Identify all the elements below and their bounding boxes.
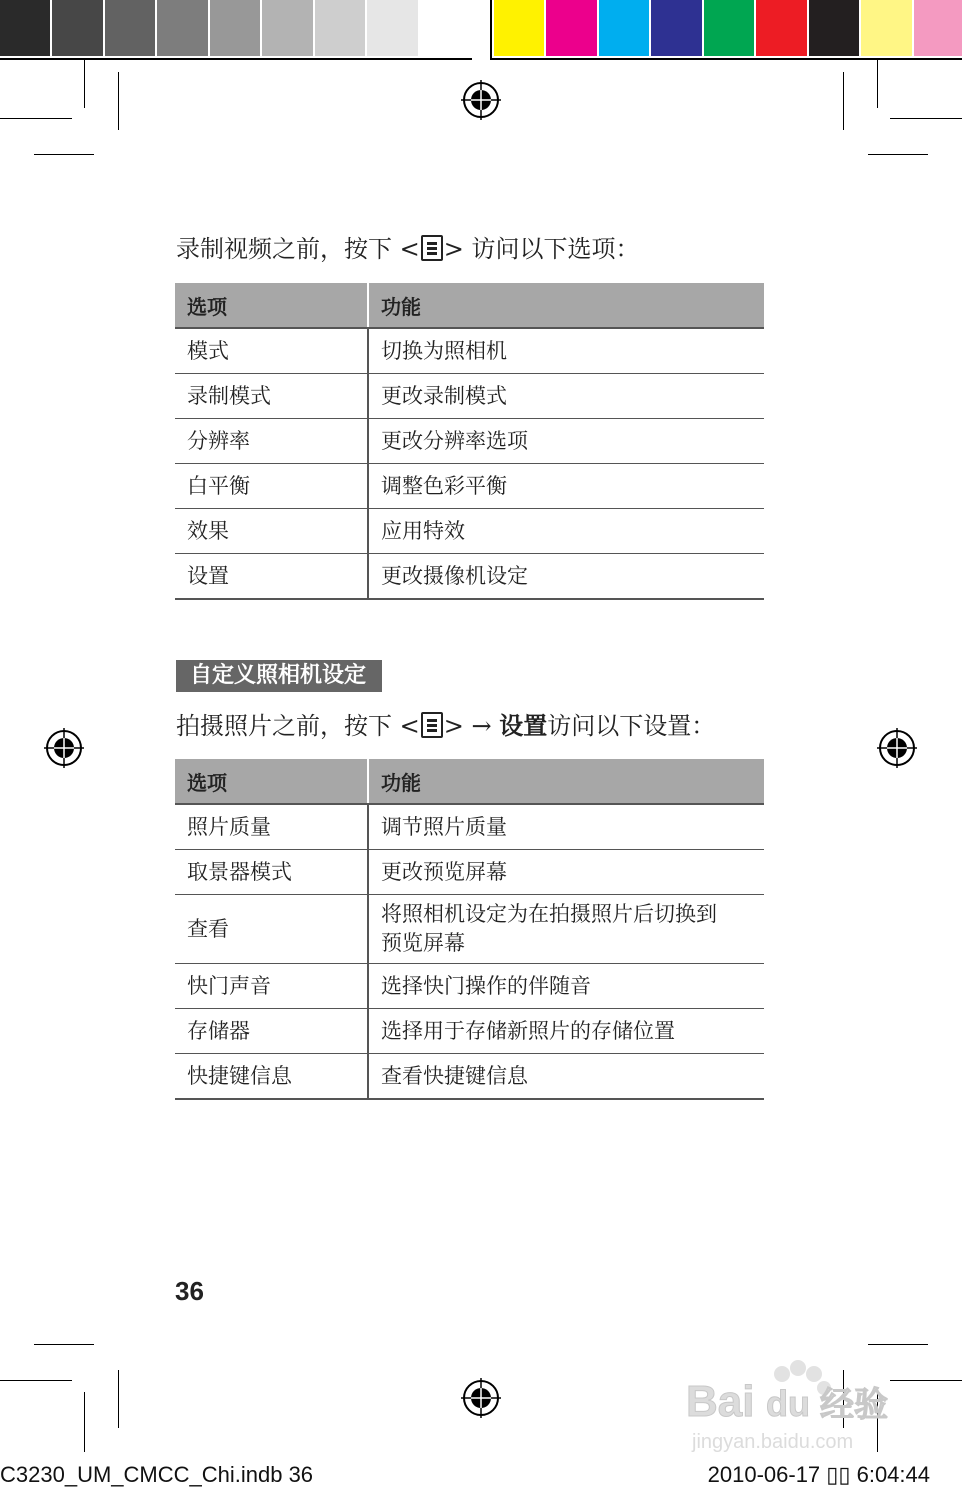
color-calibration-strip bbox=[490, 0, 962, 60]
function-cell: 更改预览屏幕 bbox=[368, 850, 764, 895]
calibration-swatch bbox=[914, 0, 962, 56]
option-cell: 快捷键信息 bbox=[175, 1054, 368, 1100]
option-cell: 取景器模式 bbox=[175, 850, 368, 895]
calibration-swatch bbox=[861, 0, 911, 56]
calibration-swatch bbox=[210, 0, 260, 56]
crop-mark bbox=[0, 118, 72, 119]
option-cell: 效果 bbox=[175, 509, 368, 554]
section-heading: 自定义照相机设定 bbox=[176, 660, 382, 692]
table-row bbox=[175, 1009, 764, 1054]
crop-mark bbox=[84, 1392, 85, 1452]
calibration-swatch bbox=[52, 0, 102, 56]
function-cell: 更改摄像机设定 bbox=[368, 554, 764, 600]
calibration-swatch bbox=[756, 0, 806, 56]
table-row bbox=[175, 419, 764, 464]
page-number: 36 bbox=[175, 1276, 204, 1306]
table-row bbox=[175, 895, 764, 964]
calibration-swatch bbox=[105, 0, 155, 56]
calibration-swatch bbox=[546, 0, 596, 56]
crop-mark bbox=[890, 118, 962, 119]
function-cell: 选择用于存储新照片的存储位置 bbox=[368, 1009, 764, 1054]
intro-text-bold: 设置 bbox=[499, 712, 548, 740]
crop-mark bbox=[868, 1344, 928, 1345]
registration-mark-icon bbox=[461, 80, 501, 120]
calibration-swatch bbox=[367, 0, 417, 56]
registration-mark-icon bbox=[44, 728, 84, 768]
crop-mark bbox=[118, 72, 119, 130]
option-cell: 照片质量 bbox=[175, 804, 368, 850]
table-row bbox=[175, 509, 764, 554]
calibration-swatch bbox=[494, 0, 544, 56]
watermark-brand-cn: 经验 bbox=[820, 1385, 888, 1425]
crop-mark bbox=[34, 154, 94, 155]
registration-mark-icon bbox=[877, 728, 917, 768]
function-cell: 更改录制模式 bbox=[368, 374, 764, 419]
function-cell: 调节照片质量 bbox=[368, 804, 764, 850]
intro-text-before: 录制视频之前，按下 < bbox=[176, 235, 420, 263]
calibration-swatch bbox=[315, 0, 365, 56]
function-cell: 应用特效 bbox=[368, 509, 764, 554]
function-cell: 选择快门操作的伴随音 bbox=[368, 964, 764, 1009]
crop-mark bbox=[118, 1370, 119, 1428]
baidu-watermark bbox=[684, 1354, 904, 1464]
option-cell: 分辨率 bbox=[175, 419, 368, 464]
option-cell: 存储器 bbox=[175, 1009, 368, 1054]
option-cell: 录制模式 bbox=[175, 374, 368, 419]
column-header-function: 功能 bbox=[368, 759, 764, 804]
function-cell: 切换为照相机 bbox=[368, 328, 764, 374]
slug-filename: C3230_UM_CMCC_Chi.indb 36 bbox=[0, 1462, 314, 1487]
watermark-brand: Bai bbox=[686, 1377, 755, 1426]
calibration-swatch bbox=[599, 0, 649, 56]
watermark-brand-du: du bbox=[766, 1383, 810, 1424]
watermark-url: jingyan.baidu.com bbox=[692, 1431, 854, 1453]
table-row bbox=[175, 964, 764, 1009]
calibration-swatch bbox=[651, 0, 701, 56]
video-options-table bbox=[175, 283, 764, 600]
function-cell: 查看快捷键信息 bbox=[368, 1054, 764, 1100]
intro-text-before: 拍摄照片之前，按下 < bbox=[176, 712, 420, 740]
option-cell: 查看 bbox=[175, 895, 368, 964]
table-row bbox=[175, 464, 764, 509]
camera-settings-intro bbox=[176, 710, 715, 742]
table-header-row bbox=[175, 759, 764, 804]
table-row bbox=[175, 374, 764, 419]
registration-mark-icon bbox=[461, 1378, 501, 1418]
table-row bbox=[175, 1054, 764, 1100]
menu-key-icon bbox=[421, 712, 443, 738]
intro-text-arrow: > → bbox=[443, 712, 500, 740]
table-row bbox=[175, 850, 764, 895]
column-header-option: 选项 bbox=[175, 759, 368, 804]
option-cell: 快门声音 bbox=[175, 964, 368, 1009]
option-cell: 白平衡 bbox=[175, 464, 368, 509]
crop-mark bbox=[868, 154, 928, 155]
option-cell: 模式 bbox=[175, 328, 368, 374]
camera-settings-table bbox=[175, 759, 764, 1100]
option-cell: 设置 bbox=[175, 554, 368, 600]
crop-mark bbox=[84, 60, 85, 108]
calibration-swatch bbox=[420, 0, 470, 56]
function-cell: 更改分辨率选项 bbox=[368, 419, 764, 464]
calibration-swatch bbox=[809, 0, 859, 56]
crop-mark bbox=[0, 1380, 72, 1381]
calibration-swatch bbox=[262, 0, 312, 56]
column-header-function: 功能 bbox=[368, 283, 764, 328]
function-cell: 将照相机设定为在拍摄照片后切换到预览屏幕 bbox=[368, 895, 764, 964]
table-row bbox=[175, 554, 764, 600]
table-row bbox=[175, 804, 764, 850]
slug-timestamp: 2010-06-17 ▯▯ 6:04:44 bbox=[707, 1462, 930, 1487]
gray-calibration-strip bbox=[0, 0, 472, 60]
calibration-swatch bbox=[157, 0, 207, 56]
crop-mark bbox=[34, 1344, 94, 1345]
column-header-option: 选项 bbox=[175, 283, 368, 328]
intro-text-after: > 访问以下选项： bbox=[443, 235, 640, 263]
function-cell: 调整色彩平衡 bbox=[368, 464, 764, 509]
calibration-swatch bbox=[0, 0, 50, 56]
table-header-row bbox=[175, 283, 764, 328]
crop-mark bbox=[843, 72, 844, 130]
crop-mark bbox=[877, 60, 878, 108]
intro-text-after: 访问以下设置： bbox=[547, 712, 716, 740]
video-options-intro bbox=[176, 233, 640, 265]
calibration-swatch bbox=[704, 0, 754, 56]
table-row bbox=[175, 328, 764, 374]
menu-key-icon bbox=[421, 235, 443, 261]
